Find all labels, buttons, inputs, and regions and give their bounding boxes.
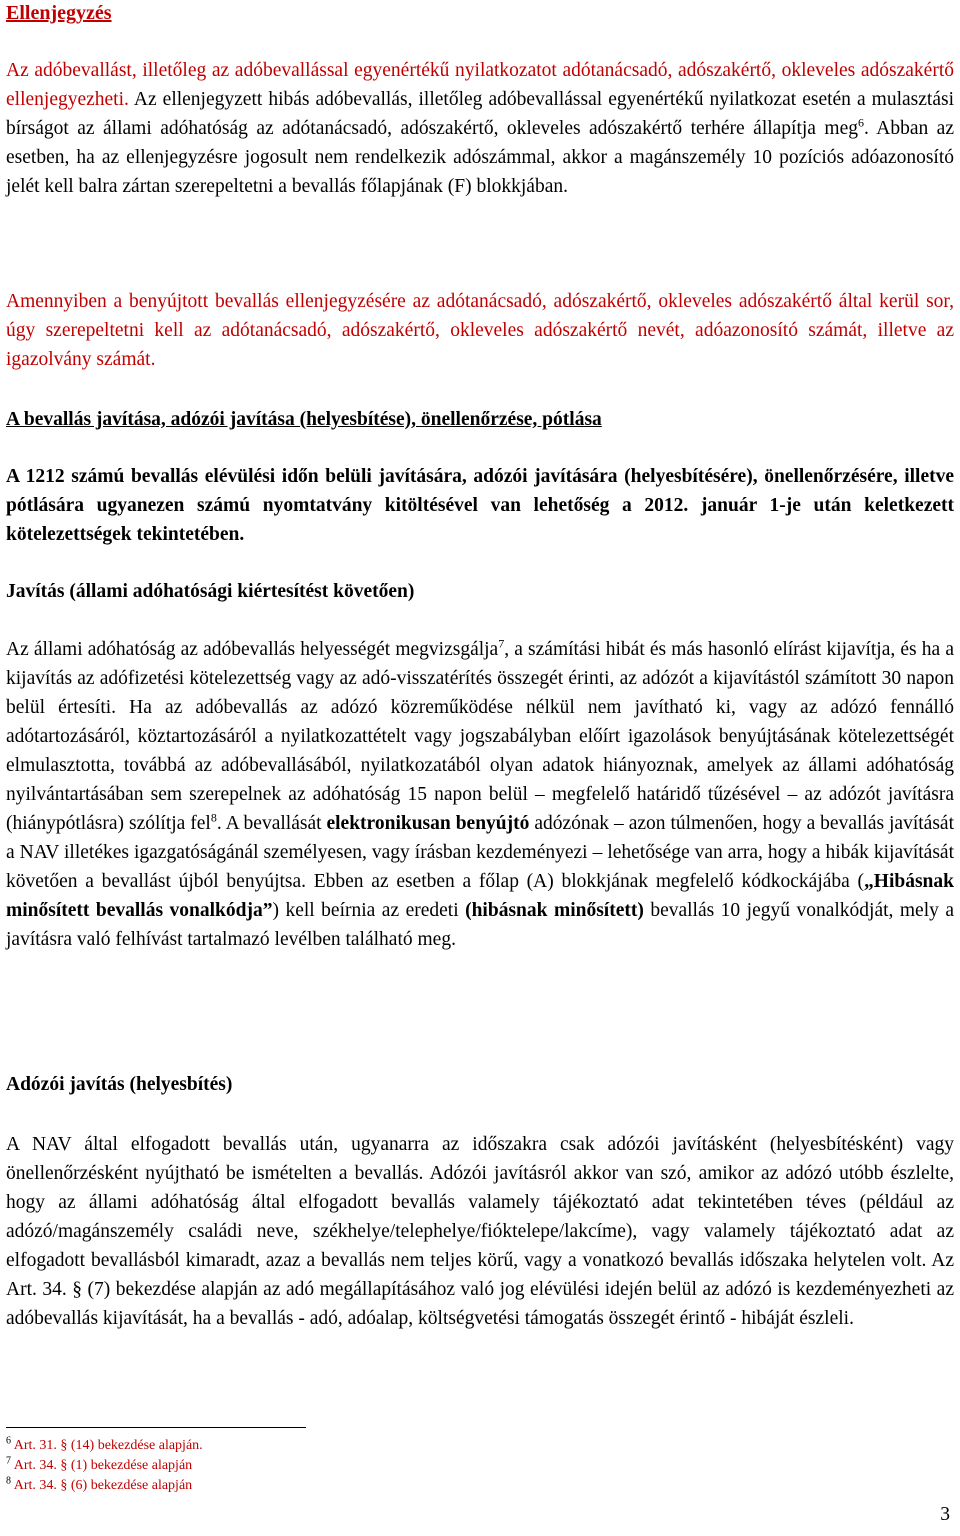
page-number: 3 — [940, 1504, 950, 1525]
footnote-8-text: Art. 34. § (6) bekezdése alapján — [13, 1478, 193, 1493]
footnote-ref-8: 8 — [210, 810, 217, 825]
paragraph-javitas-text-4: adózónak – azon túlmenően, hogy a bevallás javítását a NAV illetékes igazgatóságánál személyesen, vagy írásban kezdeményezi – lehetősége van arra, hogy a hibák kijavítását követően a bevallást újból benyújtsa. Ebben az esetben a főlap (A) blokkjának megfelelő kódkockájába ( — [6, 813, 954, 892]
paragraph-javitas-bold-2: „Hibásnak minősített bevallás vonalkódja” — [6, 871, 954, 921]
footnote-ref-7: 7 — [498, 636, 505, 651]
footnote-8-number: 8 — [6, 1475, 11, 1487]
paragraph-ellenjegyzes-text-1: Az ellenjegyzett hibás adóbevallás, illetőleg adóbevallással egyenértékű nyilatkozat esetén a mulasztási bírságot az állami adóhatóság az adótanácsadó, adószakértő, okleveles adószakértő terhére állapítja meg — [6, 89, 954, 139]
paragraph-javitas-bold-3: (hibásnak minősített) — [465, 900, 644, 921]
heading-adozoi-javitas: Adózói javítás (helyesbítés) — [6, 1074, 233, 1095]
footnote-6 — [6, 1436, 203, 1456]
paragraph-amennyiben: Amennyiben a benyújtott bevallás ellenjegyzésére az adótanácsadó, adószakértő, okleveles adószakértő által kerül sor, úgy szerepeltetni kell az adótanácsadó, adószakértő, okleveles adószakértő nevét, adóazonosító számát, illetve az igazolvány számát. — [6, 291, 954, 370]
paragraph-javitas-text-1: Az állami adóhatóság az adóbevallás helyességét megvizsgálja — [6, 639, 499, 660]
paragraph-ellenjegyzes — [6, 56, 954, 201]
footnote-8 — [6, 1476, 203, 1496]
paragraph-javitas-bold-1: elektronikusan benyújtó — [326, 813, 530, 834]
paragraph-javitas-text-6: bevallás 10 jegyű vonalkódját, mely a javításra való felhívást tartalmazó levélben található meg. — [6, 900, 954, 950]
paragraph-ellenjegyzes-red-text: Az adóbevallást, illetőleg az adóbevallással egyenértékű nyilatkozatot adótanácsadó, adószakértő, okleveles adószakértő ellenjegyezheti. — [6, 60, 954, 110]
footnote-6-text: Art. 31. § (14) bekezdése alapján. — [13, 1438, 203, 1453]
heading-bevallas-javitasa: A bevallás javítása, adózói javítása (helyesbítése), önellenőrzése, pótlása — [6, 409, 602, 430]
footnote-separator — [6, 1427, 306, 1428]
paragraph-javitas — [6, 635, 954, 954]
footnote-7 — [6, 1456, 203, 1476]
footnote-6-number: 6 — [6, 1435, 11, 1447]
footnote-7-number: 7 — [6, 1455, 11, 1467]
paragraph-ellenjegyzes-text-2: . Abban az esetben, ha az ellenjegyzésre jogosult nem rendelkezik adószámmal, akkor a magánszemély 10 pozíciós adóazonosító jelét kell balra zártan szerepeltetni a bevallás főlapjának (F) blokkjában. — [6, 118, 954, 197]
footnote-7-text: Art. 34. § (1) bekezdése alapján — [13, 1458, 193, 1473]
section-title: Ellenjegyzés — [6, 2, 112, 24]
footnote-ref-6: 6 — [857, 115, 864, 130]
paragraph-javitas-text-5: ) kell beírnia az eredeti — [272, 900, 466, 921]
heading-javitas-text: Javítás (állami adóhatósági kiértesítést követően) — [6, 581, 415, 602]
heading-javitas — [6, 577, 414, 606]
paragraph-1212-bevallas: A 1212 számú bevallás elévülési időn belüli javítására, adózói javítására (helyesbítésére), önellenőrzésére, illetve pótlására ugyanezen számú nyomtatvány kitöltésével van lehetőség a 2012. január 1-je után keletkezett kötelezettségek tekintetében. — [6, 466, 954, 545]
paragraph-adozoi-javitas: A NAV által elfogadott bevallás után, ugyanarra az időszakra csak adózói javításként (helyesbítésként) vagy önellenőrzésként nyújtható be ismételten a bevallás. Adózói javításról akkor van szó, amikor az adózó utóbb észlelte, hogy az állami adóhatóság által elfogadott bevallás valamely tájékoztató adat tekintetében téves (például az adózó/magánszemély családi neve, székhelye/telephelye/fióktelepe/lakcíme), vagy valamely tájékoztató adat az elfogadott bevallásból kimaradt, azaz a bevallás nem teljes körű, vagy a vonatkozó bevallás időszaka helytelen volt. Az Art. 34. § (7) bekezdése alapján az adó megállapításához való jog elévülési idején belül az adózó is kezdeményezheti az adóbevallás kijavítását, ha a bevallás - adó, adóalap, költségvetési támogatás összegét érintő - hibáját észleli. — [6, 1134, 954, 1329]
paragraph-javitas-text-2: , a számítási hibát és más hasonló elírást kijavítja, és ha a kijavítás az adófizetési kötelezettség vagy az adó-visszatérítés összegét érinti, az adózót a kijavítástól számított 30 napon belül értesíti. Ha az adóbevallás az adózó közreműködése nélkül nem javítható ki, vagy az adózó fennálló adótartozásáról, köztartozásáról a nyilatkozattételt vagy jogszabályban előírt igazolások benyújtásának kötelezettségét elmulasztotta, továbbá az adóbevallásából, nyilatkozatából olyan adatok hiányoznak, amelyek az állami adóhatóság nyilvántartásában sem szerepelnek az adóhatóság 15 napon belül – megfelelő határidő tűzésével – az adózót javításra (hiánypótlásra) szólítja fel — [6, 639, 954, 834]
footnotes — [6, 1436, 203, 1496]
paragraph-javitas-text-3: . A bevallását — [216, 813, 327, 834]
